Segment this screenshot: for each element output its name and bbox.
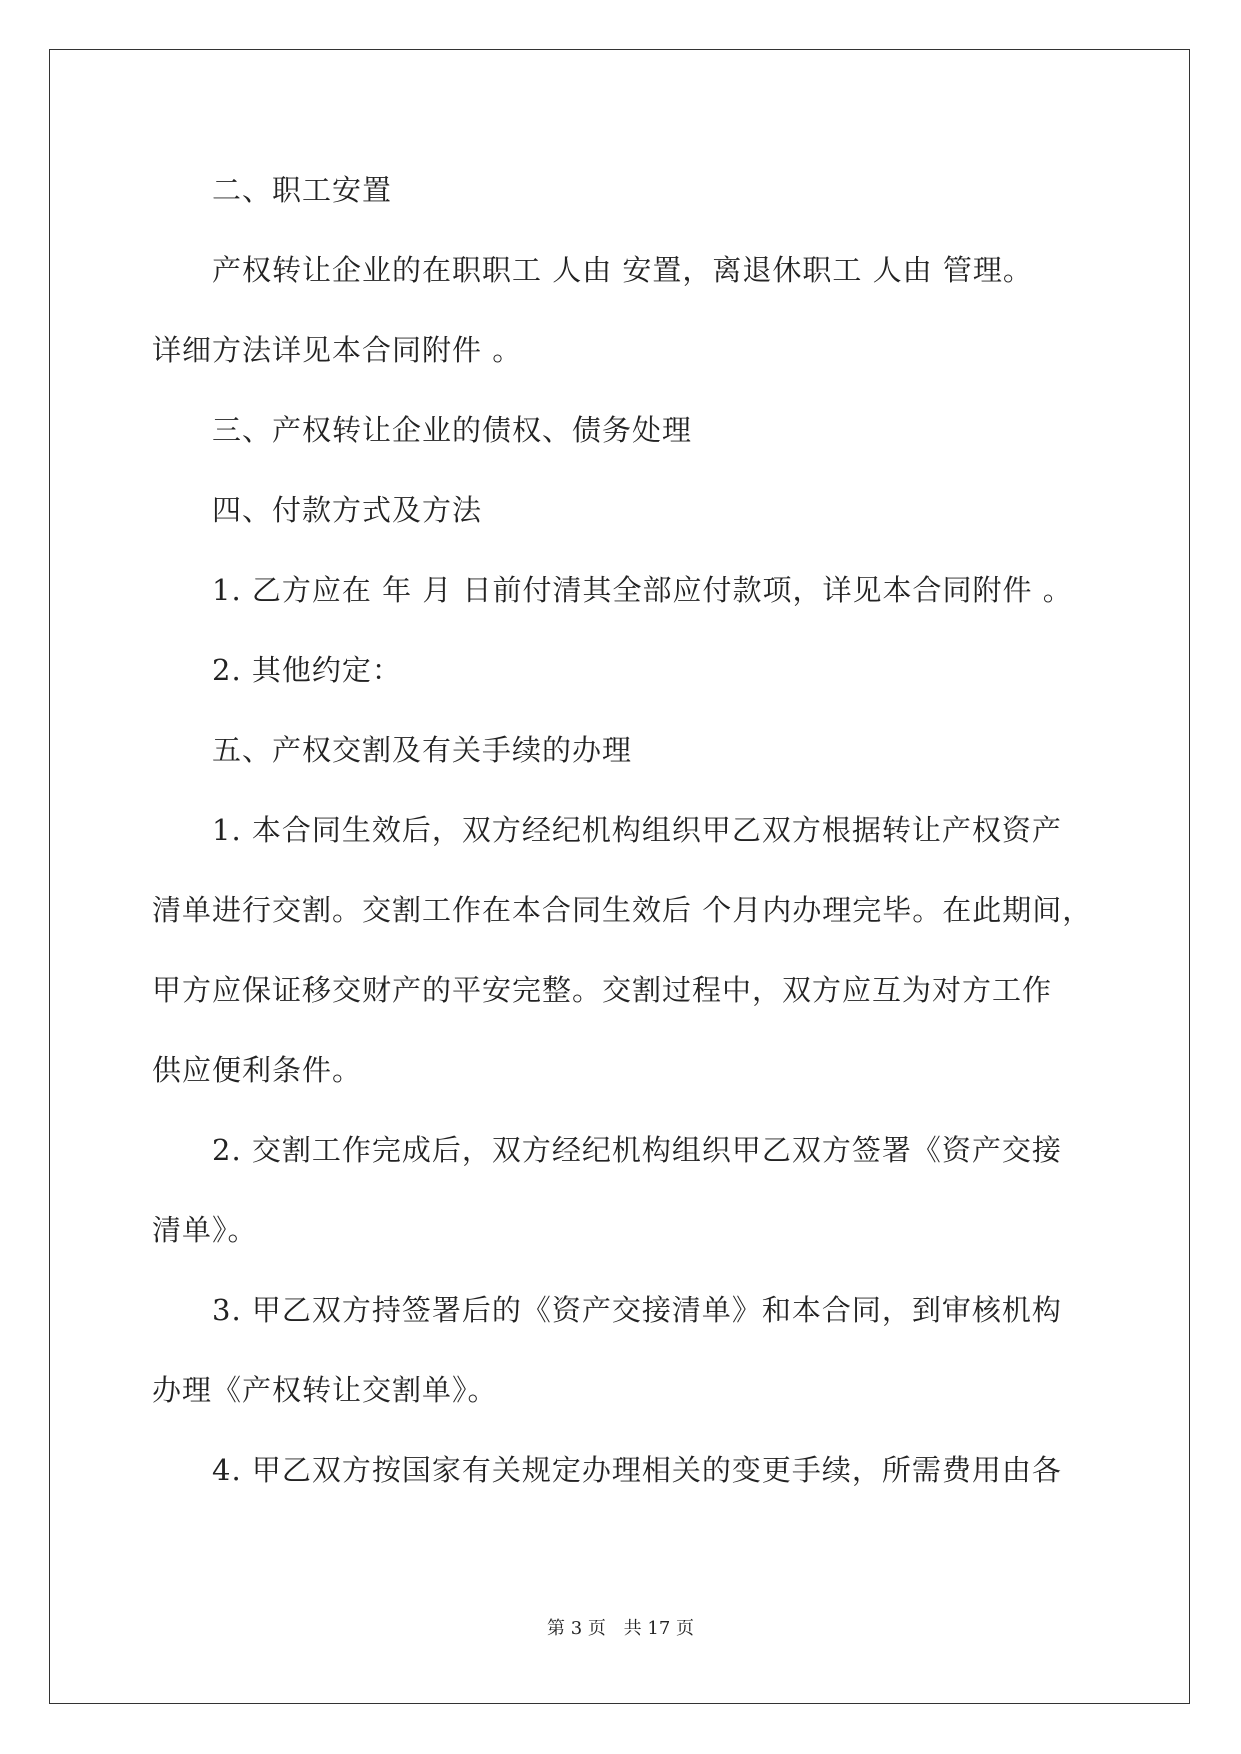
paragraph-line: 详细方法详见本合同附件 。 [152,333,523,367]
paragraph-line: 产权转让企业的在职职工 人由 安置，离退休职工 人由 管理。 [212,253,1033,287]
paragraph-line: 供应便利条件。 [152,1053,363,1087]
page-number: 第 3 页 [547,1618,606,1639]
paragraph-line: 3. 甲乙双方持签署后的《资产交接清单》和本合同，到审核机构 [212,1293,1062,1327]
page-footer [0,1614,1241,1640]
section-heading-handover: 五、产权交割及有关手续的办理 [212,733,633,767]
paragraph-line: 1. 本合同生效后，双方经纪机构组织甲乙双方根据转让产权资产 [212,813,1062,847]
paragraph-line: 清单》。 [152,1213,258,1247]
section-heading-debt-handling: 三、产权转让企业的债权、债务处理 [212,413,693,447]
page-total: 共 17 页 [623,1618,694,1639]
section-heading-employee-placement: 二、职工安置 [212,173,393,207]
paragraph-line: 甲方应保证移交财产的平安完整。交割过程中，双方应互为对方工作 [152,973,1053,1007]
section-heading-payment: 四、付款方式及方法 [212,493,483,527]
paragraph-line: 1. 乙方应在 年 月 日前付清其全部应付款项，详见本合同附件 。 [212,573,1073,607]
paragraph-line: 办理《产权转让交割单》。 [152,1373,498,1407]
paragraph-line: 2. 其他约定： [212,653,402,687]
paragraph-line: 4. 甲乙双方按国家有关规定办理相关的变更手续，所需费用由各 [212,1453,1062,1487]
paragraph-line: 2. 交割工作完成后，双方经纪机构组织甲乙双方签署《资产交接 [212,1133,1062,1167]
paragraph-line: 清单进行交割。交割工作在本合同生效后 个月内办理完毕。在此期间， [152,893,1093,927]
